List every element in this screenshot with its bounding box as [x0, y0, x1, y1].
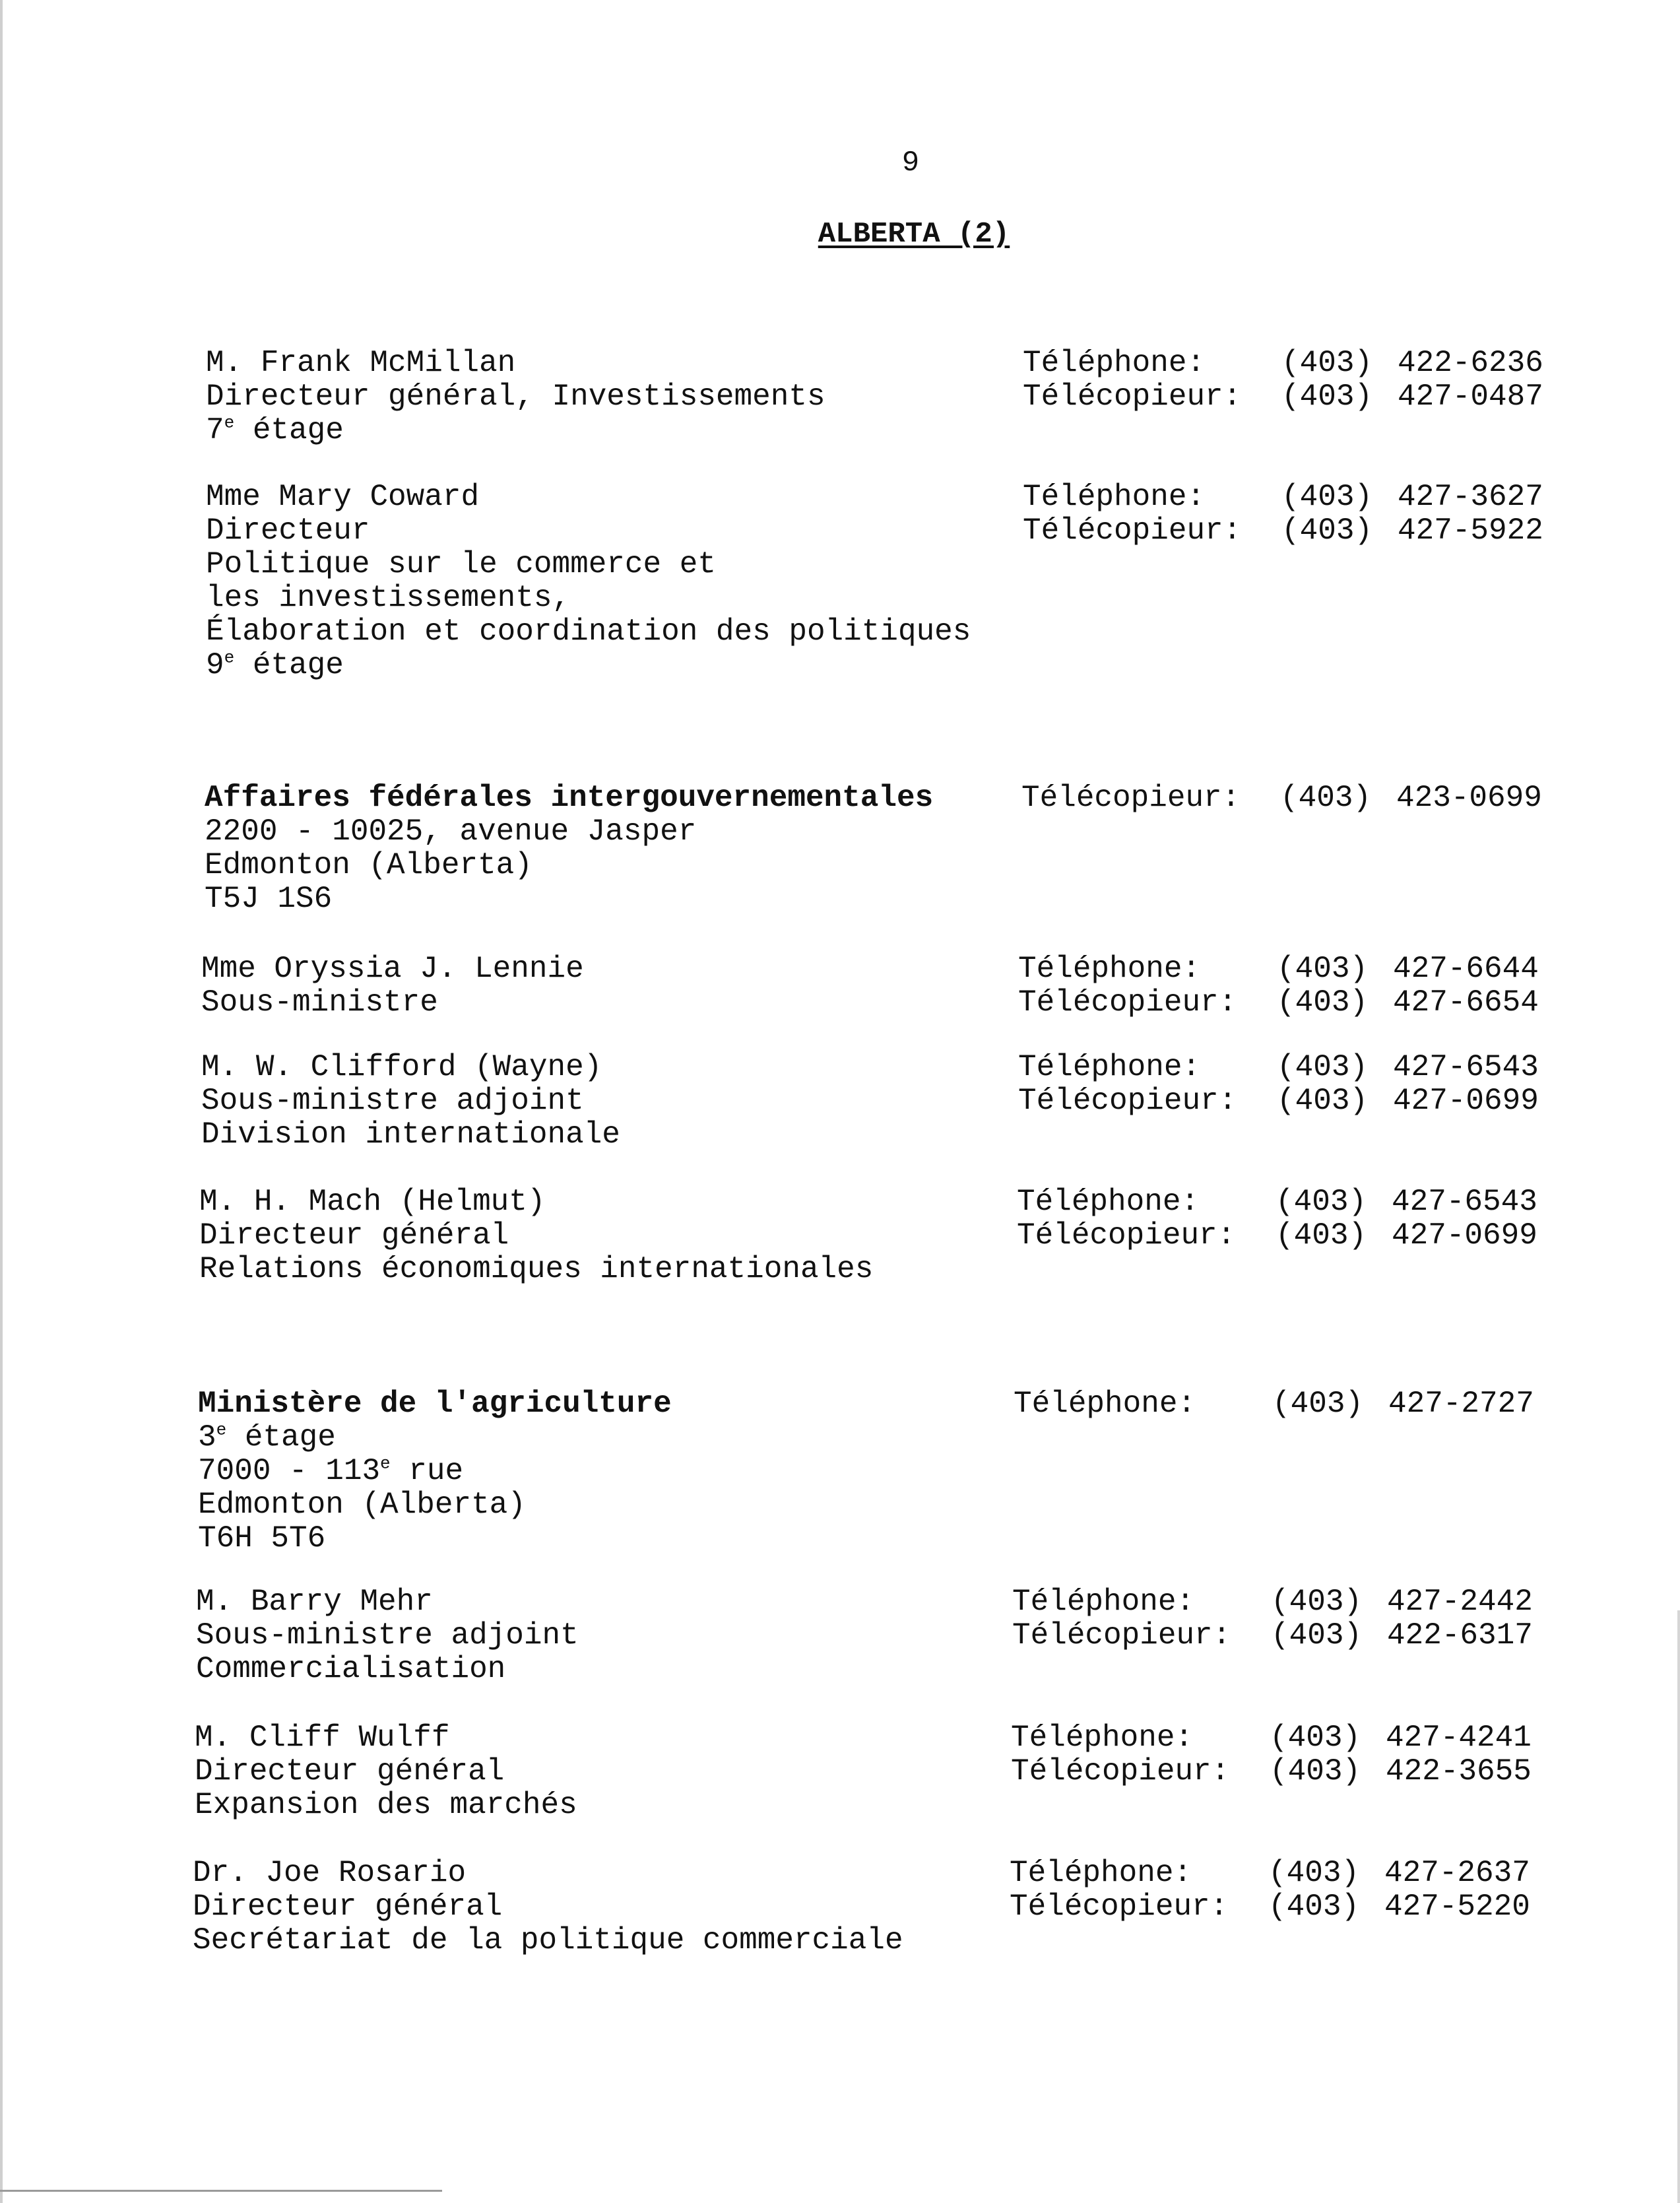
contact-label: Télécopieur: — [1012, 1618, 1231, 1653]
scan-right-edge — [1677, 1610, 1680, 2203]
page-title: ALBERTA (2) — [818, 218, 1010, 251]
fax-row — [1010, 1890, 1570, 1924]
entry-address-block — [193, 1857, 1050, 1957]
line-number-text: 7000 - 113 — [198, 1454, 381, 1488]
contact-label: Télécopieur: — [1023, 379, 1242, 414]
area-code: (403) — [1271, 1618, 1363, 1653]
contact-label: Télécopieur: — [1018, 1084, 1237, 1118]
entry-line — [198, 1421, 1056, 1455]
entry-line: Dr. Joe Rosario — [193, 1856, 467, 1890]
entry-contact-block — [1012, 1585, 1573, 1653]
scan-bottom-rule — [0, 2190, 442, 2192]
entry-contact-block — [1010, 1857, 1570, 1924]
phone-row — [1014, 1387, 1574, 1421]
line-rest-text: étage — [234, 648, 344, 682]
entry-line: T6H 5T6 — [198, 1521, 326, 1556]
phone-number: 427-0699 — [1393, 1084, 1539, 1118]
contact-label: Télécopieur: — [1023, 513, 1242, 548]
entry-line: Division internationale — [201, 1117, 620, 1152]
entry-address-block — [196, 1585, 1054, 1686]
entry-line: M. Frank McMillan — [206, 346, 516, 380]
contact-label: Téléphone: — [1023, 480, 1206, 514]
scan-left-edge — [0, 0, 3, 2203]
entry-contact-block — [1023, 480, 1584, 548]
line-rest-text: étage — [226, 1420, 336, 1455]
area-code: (403) — [1277, 952, 1369, 986]
entry-line — [206, 414, 1064, 447]
area-code: (403) — [1270, 1721, 1361, 1755]
entry-contact-block — [1011, 1721, 1572, 1789]
entry-contact-block — [1017, 1185, 1578, 1253]
entry-contact-block — [1023, 346, 1584, 414]
entry-line: Directeur — [206, 513, 370, 548]
entry-line: Politique sur le commerce et — [206, 547, 716, 581]
fax-row — [1017, 1219, 1578, 1253]
phone-number: 427-2727 — [1388, 1387, 1534, 1421]
entry-line: Secrétariat de la politique commerciale — [193, 1923, 903, 1957]
fax-row — [1021, 781, 1582, 815]
entry-line: Élaboration et coordination des politiques — [206, 614, 971, 649]
entry-line — [198, 1455, 1056, 1488]
phone-row — [1018, 1051, 1579, 1084]
contact-label: Téléphone: — [1017, 1185, 1200, 1219]
area-code: (403) — [1277, 985, 1369, 1020]
phone-row — [1023, 346, 1584, 380]
area-code: (403) — [1281, 513, 1373, 548]
contact-label: Téléphone: — [1018, 1050, 1201, 1084]
phone-number: 423-0699 — [1396, 781, 1542, 815]
entry-line: les investissements, — [206, 581, 571, 615]
contact-label: Télécopieur: — [1018, 985, 1237, 1020]
area-code: (403) — [1270, 1754, 1361, 1789]
phone-row — [1010, 1857, 1570, 1890]
phone-number: 427-4241 — [1386, 1721, 1532, 1755]
entry-line: M. Barry Mehr — [196, 1585, 433, 1619]
entry-line: Commercialisation — [196, 1652, 506, 1686]
area-code: (403) — [1268, 1856, 1360, 1890]
line-rest-text: étage — [234, 413, 344, 447]
entry-line: Mme Mary Coward — [206, 480, 480, 514]
phone-number: 422-3655 — [1386, 1754, 1532, 1789]
contact-label: Téléphone: — [1011, 1721, 1194, 1755]
entry-address-block — [205, 781, 1062, 916]
phone-number: 427-6654 — [1393, 985, 1539, 1020]
entry-address-block — [206, 346, 1064, 447]
entry-address-block — [199, 1185, 1057, 1286]
entry-contact-block — [1018, 1051, 1579, 1118]
contact-label: Téléphone: — [1018, 952, 1201, 986]
phone-number: 427-0487 — [1398, 379, 1543, 414]
ordinal-superscript: e — [224, 412, 235, 433]
fax-row — [1011, 1755, 1572, 1789]
ordinal-superscript: e — [224, 647, 235, 668]
entry-line: T5J 1S6 — [205, 882, 333, 916]
entry-line: Relations économiques internationales — [199, 1252, 874, 1286]
phone-number: 427-5922 — [1398, 513, 1543, 548]
phone-row — [1023, 480, 1584, 514]
area-code: (403) — [1276, 1218, 1367, 1253]
ordinal-superscript: e — [380, 1453, 391, 1474]
phone-number: 427-2442 — [1387, 1585, 1533, 1619]
entry-line — [206, 649, 1064, 682]
phone-number: 427-6644 — [1393, 952, 1539, 986]
phone-number: 422-6236 — [1398, 346, 1543, 380]
entry-line: Sous-ministre adjoint — [196, 1618, 579, 1653]
area-code: (403) — [1277, 1050, 1369, 1084]
ordinal-superscript: e — [216, 1420, 227, 1440]
page-number: 9 — [901, 147, 920, 180]
contact-label: Télécopieur: — [1010, 1890, 1229, 1924]
contact-label: Télécopieur: — [1017, 1218, 1236, 1253]
fax-row — [1018, 986, 1579, 1020]
line-number-text: 3 — [198, 1420, 216, 1455]
area-code: (403) — [1276, 1185, 1367, 1219]
contact-label: Téléphone: — [1023, 346, 1206, 380]
fax-row — [1023, 380, 1584, 414]
fax-row — [1023, 514, 1584, 548]
phone-number: 427-3627 — [1398, 480, 1543, 514]
fax-row — [1018, 1084, 1579, 1118]
entry-line: Mme Oryssia J. Lennie — [201, 952, 584, 986]
entry-line: Directeur général, Investissements — [206, 379, 825, 414]
entry-line: Sous-ministre — [201, 985, 438, 1020]
entry-address-block — [201, 952, 1059, 1020]
area-code: (403) — [1268, 1890, 1360, 1924]
entry-contact-block — [1021, 781, 1582, 815]
entry-address-block — [195, 1721, 1052, 1822]
phone-number: 422-6317 — [1387, 1618, 1533, 1653]
area-code: (403) — [1272, 1387, 1364, 1421]
contact-label: Téléphone: — [1014, 1387, 1196, 1421]
fax-row — [1012, 1619, 1573, 1653]
contact-label: Téléphone: — [1012, 1585, 1195, 1619]
entry-line: M. W. Clifford (Wayne) — [201, 1050, 602, 1084]
entry-line: M. Cliff Wulff — [195, 1721, 450, 1755]
area-code: (403) — [1281, 346, 1373, 380]
phone-row — [1018, 952, 1579, 986]
entry-contact-block — [1014, 1387, 1574, 1421]
entry-line: Expansion des marchés — [195, 1788, 577, 1822]
entry-line: M. H. Mach (Helmut) — [199, 1185, 546, 1219]
phone-number: 427-0699 — [1392, 1218, 1537, 1253]
phone-row — [1017, 1185, 1578, 1219]
area-code: (403) — [1281, 480, 1373, 514]
entry-line: Sous-ministre adjoint — [201, 1084, 584, 1118]
area-code: (403) — [1271, 1585, 1363, 1619]
phone-number: 427-6543 — [1392, 1185, 1537, 1219]
phone-row — [1011, 1721, 1572, 1755]
line-number-text: 7 — [206, 413, 224, 447]
entry-address-block — [206, 480, 1064, 682]
area-code: (403) — [1277, 1084, 1369, 1118]
contact-label: Téléphone: — [1010, 1856, 1192, 1890]
contact-label: Télécopieur: — [1021, 781, 1241, 815]
organization-heading: Affaires fédérales intergouvernementales — [205, 781, 934, 815]
area-code: (403) — [1281, 379, 1373, 414]
phone-number: 427-5220 — [1384, 1890, 1530, 1924]
entry-line: Directeur général — [195, 1754, 505, 1789]
entry-address-block — [198, 1387, 1056, 1556]
entry-line: Directeur général — [193, 1890, 503, 1924]
line-number-text: 9 — [206, 648, 224, 682]
entry-line: Edmonton (Alberta) — [198, 1488, 526, 1522]
phone-number: 427-2637 — [1384, 1856, 1530, 1890]
entry-contact-block — [1018, 952, 1579, 1020]
entry-line: 2200 - 10025, avenue Jasper — [205, 814, 697, 849]
contact-label: Télécopieur: — [1011, 1754, 1230, 1789]
phone-number: 427-6543 — [1393, 1050, 1539, 1084]
entry-address-block — [201, 1051, 1059, 1152]
entry-line: Directeur général — [199, 1218, 509, 1253]
organization-heading: Ministère de l'agriculture — [198, 1387, 672, 1421]
entry-line: Edmonton (Alberta) — [205, 848, 533, 882]
phone-row — [1012, 1585, 1573, 1619]
line-rest-text: rue — [390, 1454, 464, 1488]
area-code: (403) — [1280, 781, 1372, 815]
